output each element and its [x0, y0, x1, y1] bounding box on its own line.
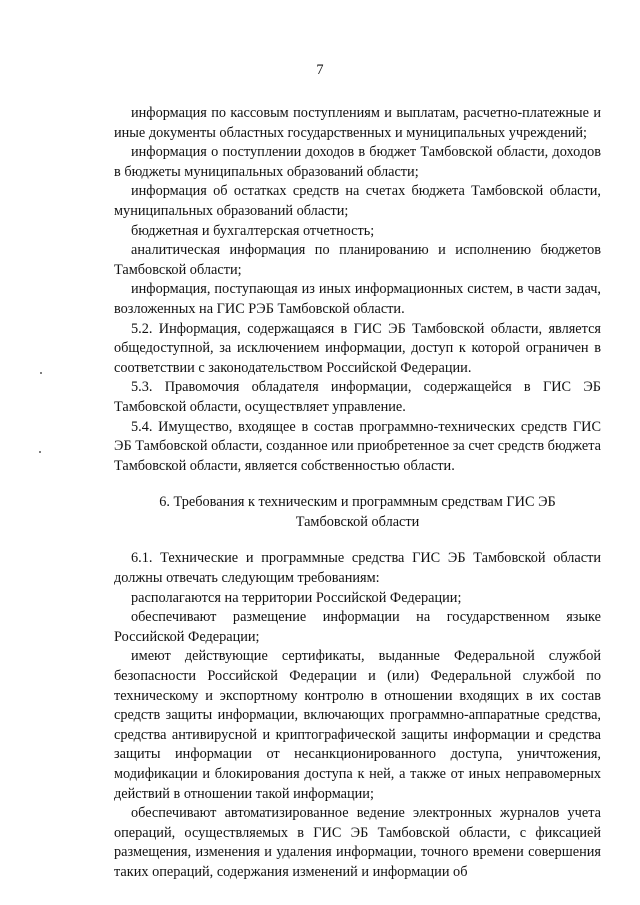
paragraph-balance-info: информация об остатках средств на счетах бюджета Тамбовской области, муниципальных образований области;	[114, 183, 601, 219]
paragraph-language: обеспечивают размещение информации на государственном языке Российской Федерации;	[114, 609, 601, 645]
paragraph-logging: обеспечивают автоматизированное ведение электронных журналов учета операций, осуществляемых в ГИС ЭБ Тамбовской области, с фиксацией размещения, изменения и удаления информации, точного времени совершения таких операций, содержания изменений и информации об	[114, 805, 601, 880]
paragraph-revenue-info: информация о поступлении доходов в бюджет Тамбовской области, доходов в бюджеты муниципальных образований области;	[114, 144, 601, 180]
section-heading: 6. Требования к техническим и программным средствам ГИС ЭБ Тамбовской области	[159, 494, 556, 530]
document-body	[114, 104, 601, 883]
scan-speck	[40, 372, 42, 374]
paragraph-certificates: имеют действующие сертификаты, выданные Федеральной службой безопасности Российской Федерации и (или) Федеральной службой по техническому и экспортному контролю в отношении входящих в их состав средств защиты информации, включающих программно-аппаратные средства, средства антивирусной и криптографической защиты информации и средства защиты информации от несанкционированного доступа, уничтожения, модификации и блокирования доступа к ней, а также от иных неправомерных действий в отношении такой информации;	[114, 648, 601, 802]
paragraph-cash-info: информация по кассовым поступлениям и выплатам, расчетно-платежные и иные документы областных государственных и муниципальных учреждений;	[114, 105, 601, 141]
paragraph-reporting: бюджетная и бухгалтерская отчетность;	[131, 222, 375, 239]
paragraph-clause-6-1: 6.1. Технические и программные средства ГИС ЭБ Тамбовской области должны отвечать следующим требованиям:	[114, 550, 601, 587]
scan-speck	[39, 451, 41, 453]
paragraph-clause-5-4: 5.4. Имущество, входящее в состав программно-технических средств ГИС ЭБ Тамбовской области, созданное или приобретенное за счет средств бюджета Тамбовской области, является собственностью области.	[114, 418, 601, 474]
paragraph-clause-5-3: 5.3. Правомочия обладателя информации, содержащейся в ГИС ЭБ Тамбовской области, осуществляет управление.	[114, 379, 601, 415]
page-number: 7	[316, 62, 324, 78]
paragraph-territory: располагаются на территории Российской Федерации;	[131, 589, 462, 606]
paragraph-analytics: аналитическая информация по планированию и исполнению бюджетов Тамбовской области;	[114, 242, 601, 278]
paragraph-other-systems: информация, поступающая из иных информационных систем, в части задач, возложенных на ГИС РЭБ Тамбовской области.	[114, 281, 601, 317]
paragraph-clause-5-2: 5.2. Информация, содержащаяся в ГИС ЭБ Тамбовской области, является общедоступной, за исключением информации, доступ к которой ограничен в соответствии с законодательством Российской Федерации.	[114, 320, 601, 376]
